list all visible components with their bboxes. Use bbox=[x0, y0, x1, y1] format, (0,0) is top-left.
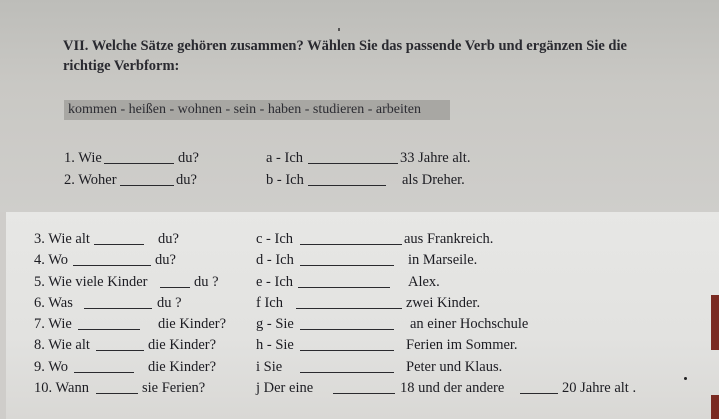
answer-start: a - Ich bbox=[266, 150, 304, 166]
exercise-row-5 bbox=[0, 272, 719, 292]
exercise-row-1 bbox=[0, 148, 719, 168]
question-end: die Kinder? bbox=[148, 337, 217, 353]
answer-end: als Dreher. bbox=[402, 172, 465, 188]
question-start: 4. Wo bbox=[34, 252, 69, 268]
question-start: 2. Woher bbox=[64, 172, 117, 188]
answer-blank bbox=[300, 336, 394, 351]
answer-end: an einer Hochschule bbox=[410, 316, 529, 332]
answer-end: in Marseile. bbox=[408, 252, 478, 268]
exercise-row-6 bbox=[0, 293, 719, 313]
question-blank bbox=[84, 294, 152, 309]
question-blank bbox=[160, 273, 190, 288]
answer-end: 33 Jahre alt. bbox=[400, 150, 471, 166]
question-blank bbox=[96, 379, 138, 394]
question-end: du? bbox=[178, 150, 199, 166]
answer-start: h - Sie bbox=[256, 337, 294, 353]
answer-start: j Der eine bbox=[256, 380, 314, 396]
exercise-row-2 bbox=[0, 170, 719, 190]
question-blank bbox=[120, 171, 174, 186]
exercise-row-3 bbox=[0, 229, 719, 249]
exercise-row-9 bbox=[0, 357, 719, 377]
question-end: du ? bbox=[194, 274, 219, 290]
answer-end: 20 Jahre alt . bbox=[562, 380, 637, 396]
question-blank bbox=[74, 358, 134, 373]
question-end: du ? bbox=[157, 295, 182, 311]
question-end: du? bbox=[155, 252, 176, 268]
exercise-title: VII. Welche Sätze gehören zusammen? Wählen Sie das passende Verb und ergänzen Sie die richtige Verbform: bbox=[63, 38, 627, 74]
answer-blank bbox=[520, 379, 558, 394]
question-start: 8. Wie alt bbox=[34, 337, 90, 353]
answer-blank bbox=[333, 379, 395, 394]
answer-start: b - Ich bbox=[266, 172, 304, 188]
question-blank bbox=[94, 230, 144, 245]
exercise-row-10 bbox=[0, 378, 719, 398]
question-start: 1. Wie bbox=[64, 150, 102, 166]
question-end: du? bbox=[158, 231, 179, 247]
question-end: du? bbox=[176, 172, 197, 188]
answer-blank bbox=[300, 315, 394, 330]
question-start: 9. Wo bbox=[34, 359, 69, 375]
answer-end: Alex. bbox=[408, 274, 440, 290]
answer-blank bbox=[300, 358, 394, 373]
background-edge bbox=[711, 395, 719, 419]
exercise-row-4 bbox=[0, 250, 719, 270]
answer-blank bbox=[308, 149, 398, 164]
answer-start: f Ich bbox=[256, 295, 283, 311]
question-blank bbox=[73, 251, 151, 266]
verb-bank: kommen - heißen - wohnen - sein - haben - studieren - arbeiten bbox=[64, 100, 450, 120]
exercise-row-7 bbox=[0, 314, 719, 334]
answer-blank bbox=[300, 230, 402, 245]
question-blank bbox=[96, 336, 144, 351]
question-start: 3. Wie alt bbox=[34, 231, 90, 247]
question-start: 10. Wann bbox=[34, 380, 89, 396]
question-end: die Kinder? bbox=[148, 359, 217, 375]
question-blank bbox=[104, 149, 174, 164]
answer-blank bbox=[300, 251, 394, 266]
question-end: sie Ferien? bbox=[142, 380, 206, 396]
answer-middle: 18 und der andere bbox=[400, 380, 505, 396]
answer-blank bbox=[296, 294, 402, 309]
answer-start: e - Ich bbox=[256, 274, 294, 290]
question-start: 6. Was bbox=[34, 295, 73, 311]
answer-end: aus Frankreich. bbox=[404, 231, 494, 247]
question-start: 7. Wie bbox=[34, 316, 72, 332]
answer-start: d - Ich bbox=[256, 252, 294, 268]
answer-end: zwei Kinder. bbox=[406, 295, 481, 311]
question-blank bbox=[78, 315, 140, 330]
question-start: 5. Wie viele Kinder bbox=[34, 274, 148, 290]
paper-mark bbox=[338, 28, 340, 31]
answer-start: c - Ich bbox=[256, 231, 294, 247]
answer-blank bbox=[298, 273, 390, 288]
answer-end: Ferien im Sommer. bbox=[406, 337, 518, 353]
question-end: die Kinder? bbox=[158, 316, 227, 332]
answer-start: g - Sie bbox=[256, 316, 294, 332]
answer-blank bbox=[308, 171, 386, 186]
paper-mark bbox=[684, 377, 687, 380]
answer-end: Peter und Klaus. bbox=[406, 359, 503, 375]
exercise-row-8 bbox=[0, 335, 719, 355]
answer-start: i Sie bbox=[256, 359, 283, 375]
